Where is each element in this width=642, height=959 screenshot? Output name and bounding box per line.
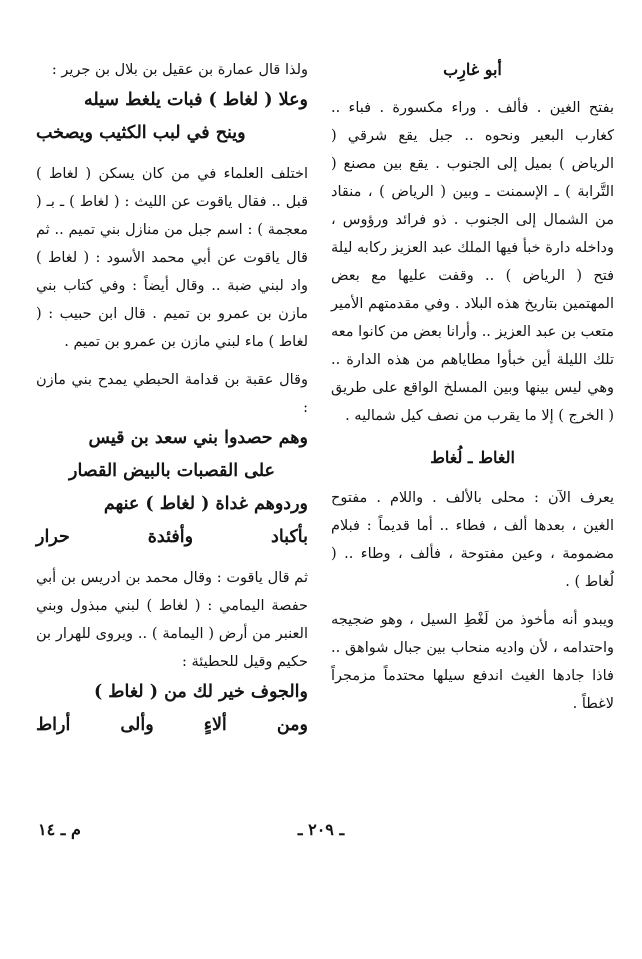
text-line: بن أبي حفصة اليمامي : ( لغاط ) لبني	[36, 570, 308, 614]
text-line: ثم قال ياقوت : وقال محمد بن ادريس	[80, 570, 308, 586]
text-line: منازل بني تميم .. ثم قال ياقوت عن أبي	[36, 222, 308, 266]
text-line: يقرب من نصف كيل شماليه .	[345, 408, 520, 424]
verse-line: وهم حصدوا بني سعد بن قيس	[88, 428, 308, 448]
verse-line: وعلا ( لغاط ) فبات يلغط سيله	[83, 90, 308, 110]
text-line: وهو ضجيجه واحتدامه ، لأن واديه منحاب	[331, 612, 615, 656]
text-line: ويروى للهرار بن حكيم وقيل للحطيئة :	[36, 626, 308, 670]
text-line: سيلها محتدماً مزمجراً لاغطاً .	[331, 668, 614, 712]
entry-heading-abu-gharib: أبو غارِب	[443, 60, 502, 79]
text-line: وقال عقبة بن قدامة الحبطي يمدح بني	[71, 372, 308, 388]
page-number: ـ ٢٠٩ ـ	[297, 820, 345, 839]
text-line: فيها الملك عبد العزيز ركابه ليلة فتح	[331, 240, 615, 284]
text-line: ( لغاط ) قبل .. فقال ياقوت عن الليث :	[36, 166, 308, 210]
right-column	[331, 56, 614, 718]
text-line: فألف ، وطاء .. ( لُغاط ) .	[331, 546, 614, 590]
text-line: بين جبال شواهق .. فاذا جادها الغيث اندفع	[331, 640, 614, 684]
verse-line: بأكباد وأفئدة حرار	[36, 527, 308, 547]
left-column	[36, 56, 308, 742]
text-line: ( لغاط ) ـ بـ ( معجمة ) : اسم جبل من	[36, 194, 308, 238]
text-line: مبذول وبني العنبر من أرض ( اليمامة ) ..	[36, 598, 308, 642]
intro-paragraph	[36, 56, 308, 84]
text-line: الأمير متعب بن عبد العزيز .. وأرانا بعض	[331, 296, 615, 340]
text-line: ولذا قال عمارة بن عقيل بن بلال بن	[94, 62, 308, 78]
verse-line: وينح في لبب الكثيب ويصخب	[36, 123, 246, 143]
text-line: مازن :	[36, 372, 308, 416]
verse-line: وردوهم غداة ( لغاط ) عنهم	[103, 494, 308, 514]
entry-paragraph	[331, 606, 614, 718]
text-line: ويبدو أنه مأخوذ من لَغْطِ السيل ،	[409, 612, 615, 628]
page-footer	[0, 820, 642, 848]
text-line: بفتح الغين . فألف . وراء مكسورة .	[379, 100, 615, 116]
text-line: ذو فرائد ورؤوس ، وداخله دارة خبأ	[331, 212, 614, 256]
body-paragraph	[36, 366, 308, 422]
entry-paragraph	[331, 484, 614, 596]
text-line: المسلخ الواقع على طريق ( الخرج ) إلا ما	[331, 380, 614, 424]
text-line: قديماً : فبلام مضمومة ، وعين مفتوحة ،	[331, 518, 615, 562]
signature-mark: م ـ ١٤	[38, 820, 81, 839]
entry-paragraph	[331, 94, 614, 430]
verse-line: على القصبات بالبيض القصار	[69, 461, 275, 481]
entry-heading-alghat: الغاط ـ لُغاط	[430, 448, 515, 467]
body-paragraph	[36, 564, 308, 676]
text-line: مفتوح الغين ، بعدها ألف ، فطاء .. أما	[331, 490, 615, 534]
poem-verse	[36, 676, 308, 742]
text-line: فباء .. كغارب البعير ونحوه .. جبل يقع	[331, 100, 615, 144]
text-line: بين مصنع ( التَّرابة ) ـ الإسمنت ـ وبين	[331, 156, 615, 200]
text-line: وقال أيضاً : وفي كتاب بني مازن بن عمرو	[36, 278, 309, 322]
text-line: يعرف الآن : محلى بالألف . واللام .	[376, 490, 615, 506]
poem-verse	[36, 84, 308, 150]
text-line: اختلف العلماء في من كان يسكن	[98, 166, 308, 182]
text-line: ( الرياض ) ، منقاد من الشمال إلى الجنوب .	[331, 184, 614, 228]
text-line: بن تميم . قال ابن حبيب : ( لغاط ) ماء لبني	[36, 306, 308, 350]
verse-line: والجوف خير لك من ( لغاط )	[93, 682, 308, 702]
text-line: مازن بن عمرو بن تميم .	[64, 334, 211, 350]
text-line: من كانوا معه تلك الليلة أين خبأوا مطاياهم	[331, 324, 614, 368]
body-paragraph	[36, 160, 308, 356]
text-line: شرقي ( الرياض ) بميل إلى الجنوب . يقع	[331, 128, 615, 172]
text-line: من هذه الدارة .. وهي ليس بينها وبين	[331, 352, 615, 396]
poem-verse	[36, 422, 308, 554]
verse-line: ومن ألاءٍ وألى أراط	[36, 715, 308, 735]
text-line: المهتمين بتاريخ هذه البلاد . وفي مقدمتهم	[368, 296, 614, 312]
text-line: جرير :	[51, 62, 91, 78]
text-line: ( الرياض ) .. وقفت عليها مع بعض	[331, 268, 582, 284]
text-line: محمد الأسود : ( لغاط ) واد لبني ضبة ..	[36, 250, 308, 294]
